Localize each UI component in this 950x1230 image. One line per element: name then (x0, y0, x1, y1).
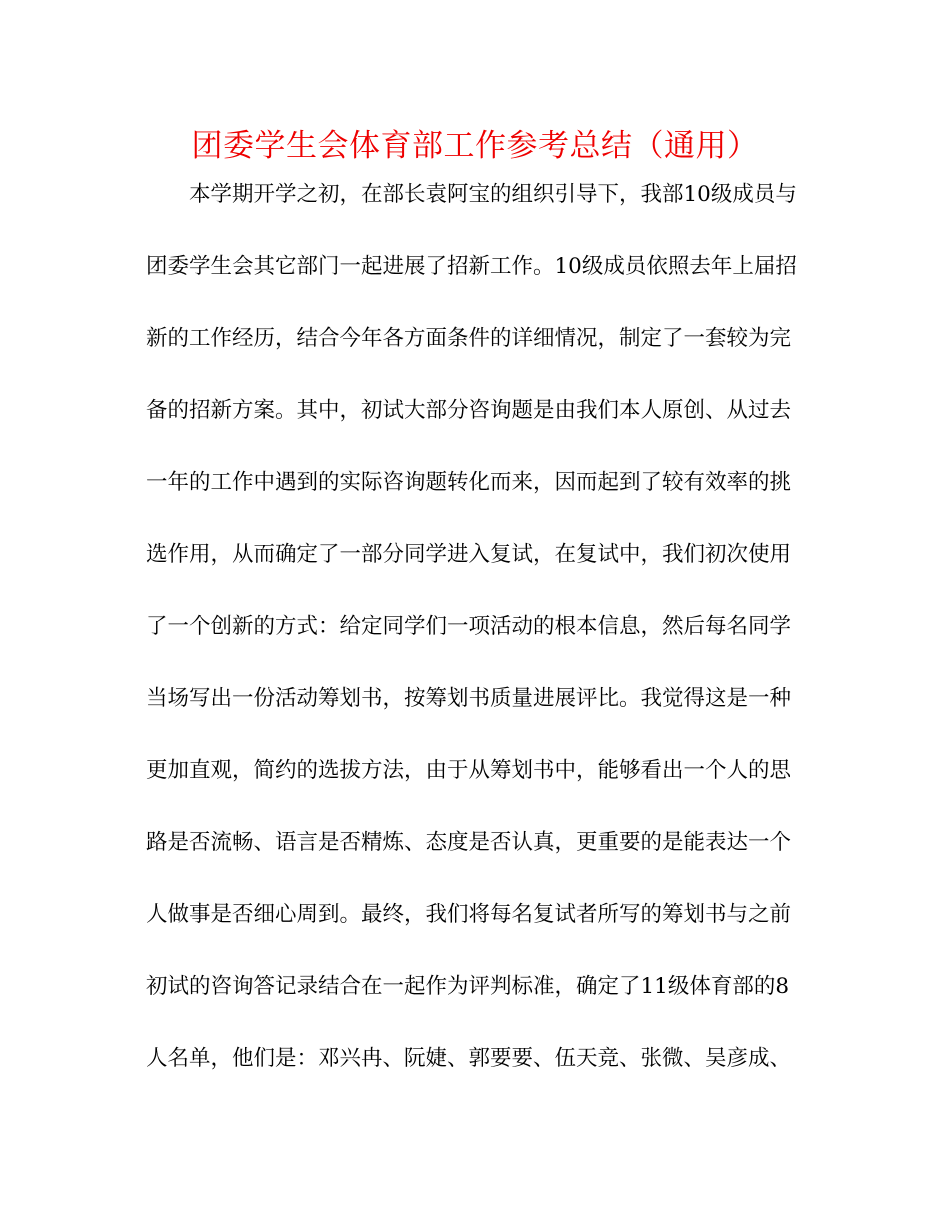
paragraph-line: 人名单，他们是：邓兴冉、阮婕、郭要要、伍天竞、张微、吴彦成、 (146, 1046, 792, 1071)
paragraph-line: 选作用，从而确定了一部分同学进入复试，在复试中，我们初次使用 (146, 542, 792, 567)
paragraph-line: 一年的工作中遇到的实际咨询题转化而来，因而起到了较有效率的挑 (146, 470, 792, 495)
paragraph-line: 了一个创新的方式：给定同学们一项活动的根本信息，然后每名同学 (146, 614, 792, 639)
document-title: 团委学生会体育部工作参考总结（通用） (191, 128, 759, 164)
document-body (146, 172, 806, 1108)
paragraph-line: 备的招新方案。其中，初试大部分咨询题是由我们本人原创、从过去 (146, 398, 792, 423)
paragraph-line: 新的工作经历，结合今年各方面条件的详细情况，制定了一套较为完 (146, 326, 792, 351)
paragraph-line: 初试的咨询答记录结合在一起作为评判标准，确定了11级体育部的8 (146, 974, 790, 999)
paragraph-line: 人做事是否细心周到。最终，我们将每名复试者所写的筹划书与之前 (146, 902, 792, 927)
paragraph-line: 路是否流畅、语言是否精炼、态度是否认真，更重要的是能表达一个 (146, 830, 792, 855)
paragraph-line: 当场写出一份活动筹划书，按筹划书质量进展评比。我觉得这是一种 (146, 686, 792, 711)
paragraph-line: 更加直观，简约的选拔方法，由于从筹划书中，能够看出一个人的思 (146, 758, 792, 783)
paragraph-line: 本学期开学之初，在部长袁阿宝的组织引导下，我部10级成员与 (189, 182, 797, 207)
paragraph-line: 团委学生会其它部门一起进展了招新工作。10级成员依照去年上届招 (146, 254, 797, 279)
